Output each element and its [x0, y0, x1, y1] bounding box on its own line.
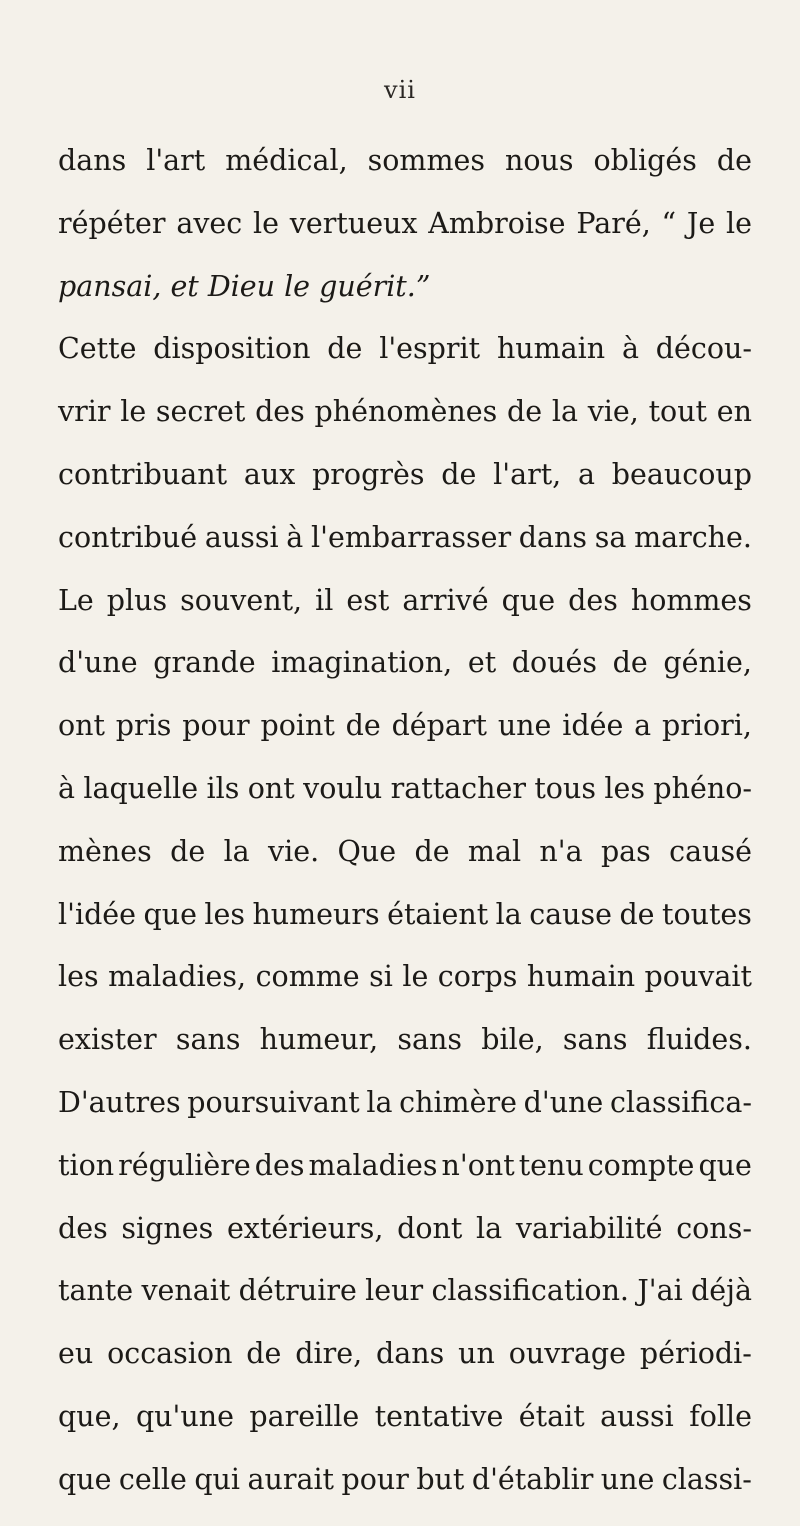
line-10-text-word-3: pour	[182, 709, 250, 743]
line-12-text-word-6: de	[414, 834, 450, 868]
line-20-text-word-5: dans	[376, 1337, 445, 1371]
line-5-text-word-5: phénomènes	[314, 395, 498, 429]
line-17-text-word-6: tenu	[518, 1148, 584, 1182]
page-number: vii	[384, 76, 416, 104]
line-9-text-word-4: et	[467, 646, 497, 680]
line-10-text-word-5: de	[345, 709, 381, 743]
text-line-16	[58, 1072, 752, 1135]
line-18-text-word-5: la	[476, 1211, 503, 1245]
line-14-text-word-1: les	[58, 960, 99, 994]
line-22-text-word-9: classi-	[661, 1462, 752, 1496]
line-15-text-word-3: humeur,	[259, 1023, 379, 1057]
line-8-text-word-7: que	[501, 583, 556, 617]
line-13-text-word-5: étaient	[387, 897, 489, 931]
line-22-text-word-8: une	[600, 1462, 655, 1496]
line-22-text-word-5: pour	[341, 1462, 409, 1496]
line-16-text-word-1: D'autres	[58, 1085, 181, 1119]
line-11-text-word-7: tous	[534, 771, 596, 805]
line-8-text-word-2: plus	[106, 583, 168, 617]
line-10-text-word-2: pris	[115, 709, 172, 743]
line-16-text-word-4: chimère	[399, 1085, 517, 1119]
text-line-7	[58, 507, 752, 570]
text-line-2	[58, 193, 752, 256]
line-11-text-word-1: à	[58, 771, 75, 805]
line-13-text-word-3: les	[204, 897, 245, 931]
line-2-text-word-2: avec	[176, 206, 243, 240]
line-5-text-word-4: des	[255, 395, 305, 429]
line-9-text-word-3: imagination,	[271, 646, 453, 680]
line-20-text-word-7: ouvrage	[508, 1337, 627, 1371]
line-5-text-word-3: secret	[155, 395, 246, 429]
line-12-text-word-3: la	[223, 834, 250, 868]
line-1-text-word-5: nous	[504, 144, 574, 177]
text-line-21	[58, 1386, 752, 1449]
line-9-text-word-2: grande	[153, 646, 256, 680]
line-15-text-word-5: bile,	[481, 1023, 544, 1057]
line-16-text-word-2: poursuivant	[187, 1085, 360, 1119]
line-19-text-word-6: J'ai	[637, 1274, 683, 1308]
line-11-text-word-4: ont	[247, 771, 295, 805]
line-11-text-word-2: laquelle	[83, 771, 199, 805]
line-14-text-word-2: maladies,	[108, 960, 247, 994]
line-10-text-word-8: idée	[562, 709, 624, 743]
line-8-text-word-5: est	[346, 583, 390, 617]
line-12-text-word-1: mènes	[58, 834, 152, 868]
line-4-text-word-3: de	[327, 332, 363, 366]
line-18-text-word-6: variabilité	[515, 1211, 663, 1245]
line-17-text-word-3: des	[254, 1148, 305, 1182]
line-9-text-word-7: génie,	[663, 646, 752, 680]
line-21-text-word-7: folle	[689, 1399, 752, 1433]
line-5-text-word-10: en	[716, 395, 752, 429]
line-7-text-word-5: dans	[518, 520, 588, 554]
line-20-text-word-1: eu	[58, 1337, 94, 1371]
line-3-text: pansai, et Dieu le guérit.”	[58, 269, 431, 303]
line-18-text-word-3: extérieurs,	[226, 1211, 384, 1245]
line-2-text-word-3: le	[253, 206, 280, 240]
line-11-text-word-8: les	[604, 771, 645, 805]
text-line-5	[58, 381, 752, 444]
line-7-text-word-4: l'embarrasser	[311, 520, 512, 554]
line-4-text-word-2: disposition	[153, 332, 311, 366]
line-19-text-word-1: tante	[58, 1274, 134, 1308]
line-13-text-word-7: cause	[529, 897, 612, 931]
line-17-text-word-7: compte	[587, 1148, 695, 1182]
line-10-text-word-6: départ	[391, 709, 487, 743]
line-19-text-word-7: déjà	[691, 1274, 752, 1308]
line-8-text-word-1: Le	[58, 583, 94, 617]
text-line-14	[58, 946, 752, 1009]
text-line-22	[58, 1449, 752, 1512]
line-11-text-word-9: phéno-	[653, 771, 752, 805]
text-line-10	[58, 695, 752, 758]
line-11-text-word-5: voulu	[303, 771, 383, 805]
line-12-text-word-4: vie.	[268, 834, 320, 868]
line-6-text-word-5: l'art,	[493, 457, 562, 491]
line-15-text-word-4: sans	[397, 1023, 463, 1057]
line-22-text-word-1: que	[58, 1462, 112, 1496]
line-18-text-word-1: des	[58, 1211, 108, 1245]
line-7-text-word-6: sa	[594, 520, 627, 554]
text-line-11	[58, 758, 752, 821]
line-9-text-word-6: de	[612, 646, 648, 680]
line-19-text-word-3: détruire	[238, 1274, 357, 1308]
line-2-text-word-6: Paré,	[576, 206, 651, 240]
line-10-text-word-10: priori,	[661, 709, 752, 743]
text-line-6	[58, 444, 752, 507]
line-20-text-word-6: un	[458, 1337, 495, 1371]
line-20-text-word-3: de	[246, 1337, 282, 1371]
line-4-text-word-6: à	[621, 332, 639, 366]
line-6-text-word-7: beaucoup	[611, 457, 752, 491]
line-21-text-word-5: était	[518, 1399, 585, 1433]
line-7-text-word-1: contribué	[58, 520, 198, 554]
line-17-text-word-4: maladies	[308, 1148, 438, 1182]
line-4-text-word-5: humain	[496, 332, 606, 366]
line-19-text-word-4: leur	[365, 1274, 424, 1308]
text-line-13	[58, 884, 752, 947]
line-11-text-word-3: ils	[206, 771, 240, 805]
text-line-17	[58, 1135, 752, 1198]
text-line-3	[58, 256, 752, 319]
line-7-text-word-3: à	[286, 520, 304, 554]
line-2-text-word-1: répéter	[58, 206, 166, 240]
line-6-text-word-3: progrès	[312, 457, 425, 491]
line-12-text-word-10: causé	[669, 834, 752, 868]
line-2-text-word-5: Ambroise	[428, 206, 566, 240]
line-14-text-word-3: comme	[255, 960, 360, 994]
line-12-text-word-5: Que	[337, 834, 397, 868]
line-6-text-word-6: a	[578, 457, 595, 491]
line-15-text-word-1: exister	[58, 1023, 157, 1057]
text-line-20	[58, 1323, 752, 1386]
line-13-text-word-4: humeurs	[252, 897, 380, 931]
text-line-19	[58, 1260, 752, 1323]
line-2-text-word-9: le	[725, 206, 752, 240]
line-20-text-word-4: dire,	[295, 1337, 363, 1371]
line-21-text-word-1: que,	[58, 1399, 121, 1433]
line-14-text-word-8: pouvait	[644, 960, 752, 994]
line-2-text-word-4: vertueux	[289, 206, 418, 240]
line-7-text-word-2: aussi	[204, 520, 279, 554]
line-1-text-word-6: obligés	[593, 144, 697, 177]
line-21-text-word-6: aussi	[600, 1399, 674, 1433]
line-5-text-word-2: le	[120, 395, 147, 429]
line-5-text-word-6: de	[507, 395, 543, 429]
line-13-text-word-2: que	[143, 897, 197, 931]
line-17-text-word-2: régulière	[118, 1148, 251, 1182]
line-1-text-word-1: dans	[58, 144, 127, 177]
line-16-text-word-5: d'une	[523, 1085, 604, 1119]
line-17-text-word-1: tion	[58, 1148, 115, 1182]
text-line-18	[58, 1198, 752, 1261]
line-13-text-word-8: de	[619, 897, 655, 931]
line-10-text-word-4: point	[260, 709, 335, 743]
line-22-text-word-2: celle	[118, 1462, 187, 1496]
line-21-text-word-4: tentative	[374, 1399, 504, 1433]
line-12-text-word-8: n'a	[539, 834, 583, 868]
line-17-text-word-5: n'ont	[441, 1148, 515, 1182]
line-13-text-word-1: l'idée	[58, 897, 137, 931]
line-1-text-word-7: de	[716, 144, 752, 177]
line-9-text-word-1: d'une	[58, 646, 138, 680]
line-1-text-word-4: sommes	[367, 144, 485, 177]
line-6-text-word-4: de	[441, 457, 477, 491]
line-8-text-word-6: arrivé	[402, 583, 489, 617]
line-19-text-word-5: classification.	[431, 1274, 629, 1308]
line-22-text-word-6: but	[416, 1462, 465, 1496]
line-6-text-word-2: aux	[243, 457, 296, 491]
line-20-text-word-8: périodi-	[639, 1337, 752, 1371]
line-15-text-word-7: fluides.	[646, 1023, 752, 1057]
line-16-text-word-6: classifica-	[609, 1085, 752, 1119]
line-1-text-word-2: l'art	[146, 144, 206, 177]
line-1-text-word-3: médical,	[225, 144, 348, 177]
line-5-text-word-7: la	[551, 395, 578, 429]
line-10-text-word-9: a	[634, 709, 652, 743]
line-21-text-word-3: pareille	[249, 1399, 360, 1433]
line-18-text-word-4: dont	[397, 1211, 463, 1245]
text-line-1	[58, 130, 752, 193]
line-5-text-word-8: vie,	[587, 395, 639, 429]
line-15-text-word-2: sans	[175, 1023, 241, 1057]
line-9-text-word-5: doués	[511, 646, 598, 680]
text-line-12	[58, 821, 752, 884]
line-16-text-word-3: la	[366, 1085, 393, 1119]
line-20-text-word-2: occasion	[107, 1337, 233, 1371]
line-12-text-word-7: mal	[467, 834, 522, 868]
text-line-15	[58, 1009, 752, 1072]
text-line-9	[58, 632, 752, 695]
line-8-text-word-9: hommes	[630, 583, 752, 617]
line-13-text-word-9: toutes	[662, 897, 752, 931]
line-8-text-word-4: il	[315, 583, 334, 617]
line-4-text-word-4: l'esprit	[379, 332, 481, 366]
line-5-text-word-1: vrir	[58, 395, 111, 429]
text-line-4	[58, 318, 752, 381]
line-14-text-word-7: humain	[526, 960, 636, 994]
line-14-text-word-4: si	[369, 960, 393, 994]
line-12-text-word-2: de	[170, 834, 206, 868]
line-15-text-word-6: sans	[562, 1023, 628, 1057]
line-17-text-word-8: que	[698, 1148, 752, 1182]
line-21-text-word-2: qu'une	[135, 1399, 234, 1433]
line-11-text-word-6: rattacher	[390, 771, 526, 805]
line-12-text-word-9: pas	[600, 834, 651, 868]
line-2-text-word-7: “	[661, 206, 677, 240]
line-2-text-word-8: Je	[686, 206, 716, 240]
text-line-8	[58, 570, 752, 633]
line-22-text-word-7: d'établir	[471, 1462, 594, 1496]
line-8-text-word-3: souvent,	[180, 583, 303, 617]
line-22-text-word-3: qui	[194, 1462, 241, 1496]
line-6-text-word-1: contribuant	[58, 457, 228, 491]
body-text	[58, 130, 752, 1512]
line-4-text-word-1: Cette	[58, 332, 137, 366]
line-14-text-word-5: le	[402, 960, 429, 994]
line-10-text-word-7: une	[497, 709, 552, 743]
line-22-text-word-4: aurait	[247, 1462, 335, 1496]
line-8-text-word-8: des	[568, 583, 618, 617]
line-10-text-word-1: ont	[58, 709, 105, 743]
line-4-text-word-7: décou-	[655, 332, 752, 366]
line-7-text-word-7: marche.	[634, 520, 752, 554]
line-5-text-word-9: tout	[648, 395, 708, 429]
line-13-text-word-6: la	[495, 897, 522, 931]
line-18-text-word-2: signes	[121, 1211, 214, 1245]
line-14-text-word-6: corps	[437, 960, 518, 994]
line-18-text-word-7: cons-	[676, 1211, 752, 1245]
line-19-text-word-2: venait	[141, 1274, 231, 1308]
